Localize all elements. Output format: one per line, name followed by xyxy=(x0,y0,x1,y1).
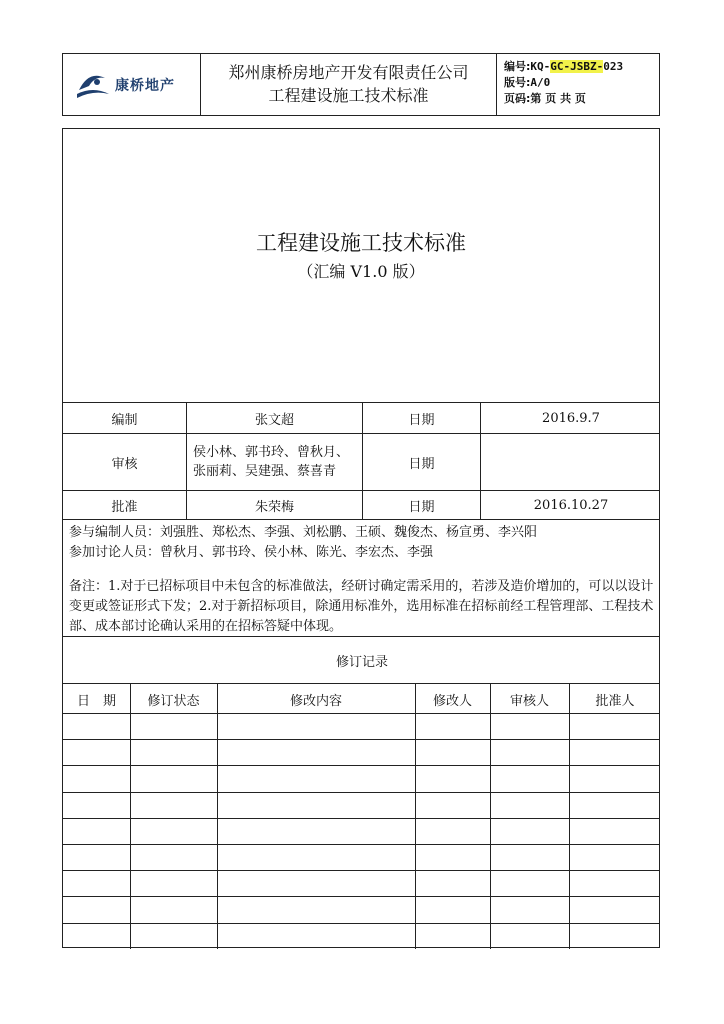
revision-row-line xyxy=(63,896,659,897)
revision-row-line xyxy=(63,870,659,871)
revision-header-cell: 修改人 xyxy=(432,693,472,709)
compile-label: 编制 xyxy=(111,412,138,428)
revision-row-line xyxy=(63,844,659,845)
document-header xyxy=(62,53,660,116)
revision-col-divider xyxy=(415,683,416,949)
review-date xyxy=(481,434,661,490)
revision-row-line xyxy=(63,765,659,766)
revision-col-divider xyxy=(569,683,570,949)
revision-row-line xyxy=(63,792,659,793)
compilers-list: 参与编制人员：刘强胜、郑松杰、李强、刘松鹏、王硕、魏俊杰、杨宣勇、李兴阳 xyxy=(69,525,538,540)
compile-date-label: 日期 xyxy=(408,412,435,428)
remarks: 备注：1.对于已招标项目中未包含的标准做法，经研讨确定需采用的，若涉及造价增加的，可以以设计变更或签证形式下发；2.对于新招标项目，除通用标准外，选用标准在招标前经工程管理部、工程技术部、成本部讨论确认采用的在招标答疑中体现。 xyxy=(69,579,654,634)
compile-date: 2016.9.7 xyxy=(542,410,600,426)
approve-date-label: 日期 xyxy=(408,499,435,515)
review-label: 审核 xyxy=(111,456,138,472)
cover-subtitle: （汇编 V1.0 版） xyxy=(297,262,425,281)
revision-header-cell: 修订状态 xyxy=(147,693,200,709)
revision-header-cell: 审核人 xyxy=(509,693,549,709)
revision-row-line xyxy=(63,713,659,714)
cover-title: 工程建设施工技术标准 xyxy=(256,231,466,255)
revision-row-line xyxy=(63,923,659,924)
header-doc-title: 工程建设施工技术标准 xyxy=(268,86,429,105)
revision-col-divider xyxy=(130,683,131,949)
revision-header-cell: 修改内容 xyxy=(289,693,342,709)
doc-version: 版号:A/0 xyxy=(504,76,551,89)
revision-col-divider xyxy=(217,683,218,949)
doc-page: 页码:第 页 共 页 xyxy=(504,92,586,105)
approve-name: 朱荣梅 xyxy=(254,499,294,515)
review-date-label: 日期 xyxy=(408,456,435,472)
logo-text: 康桥地产 xyxy=(115,78,175,94)
revision-row-line xyxy=(63,739,659,740)
discussers-list: 参加讨论人员：曾秋月、郭书玲、侯小林、陈光、李宏杰、李强 xyxy=(69,545,434,560)
logo-icon xyxy=(75,68,111,102)
review-names: 侯小林、郭书玲、曾秋月、张丽莉、吴建强、蔡喜青 xyxy=(193,445,350,479)
revision-title: 修订记录 xyxy=(335,654,388,670)
revision-header-cell: 日 期 xyxy=(76,693,116,709)
compile-name: 张文超 xyxy=(254,412,294,428)
approve-date: 2016.10.27 xyxy=(533,497,609,513)
revision-col-divider xyxy=(490,683,491,949)
approve-label: 批准 xyxy=(111,499,138,515)
revision-header-cell: 批准人 xyxy=(595,693,635,709)
company-logo xyxy=(75,68,195,102)
doc-code: 编号:KQ-GC-JSBZ-023 xyxy=(504,60,624,73)
revision-row-line xyxy=(63,818,659,819)
cover-form xyxy=(62,128,660,948)
company-name: 郑州康桥房地产开发有限责任公司 xyxy=(228,63,469,82)
